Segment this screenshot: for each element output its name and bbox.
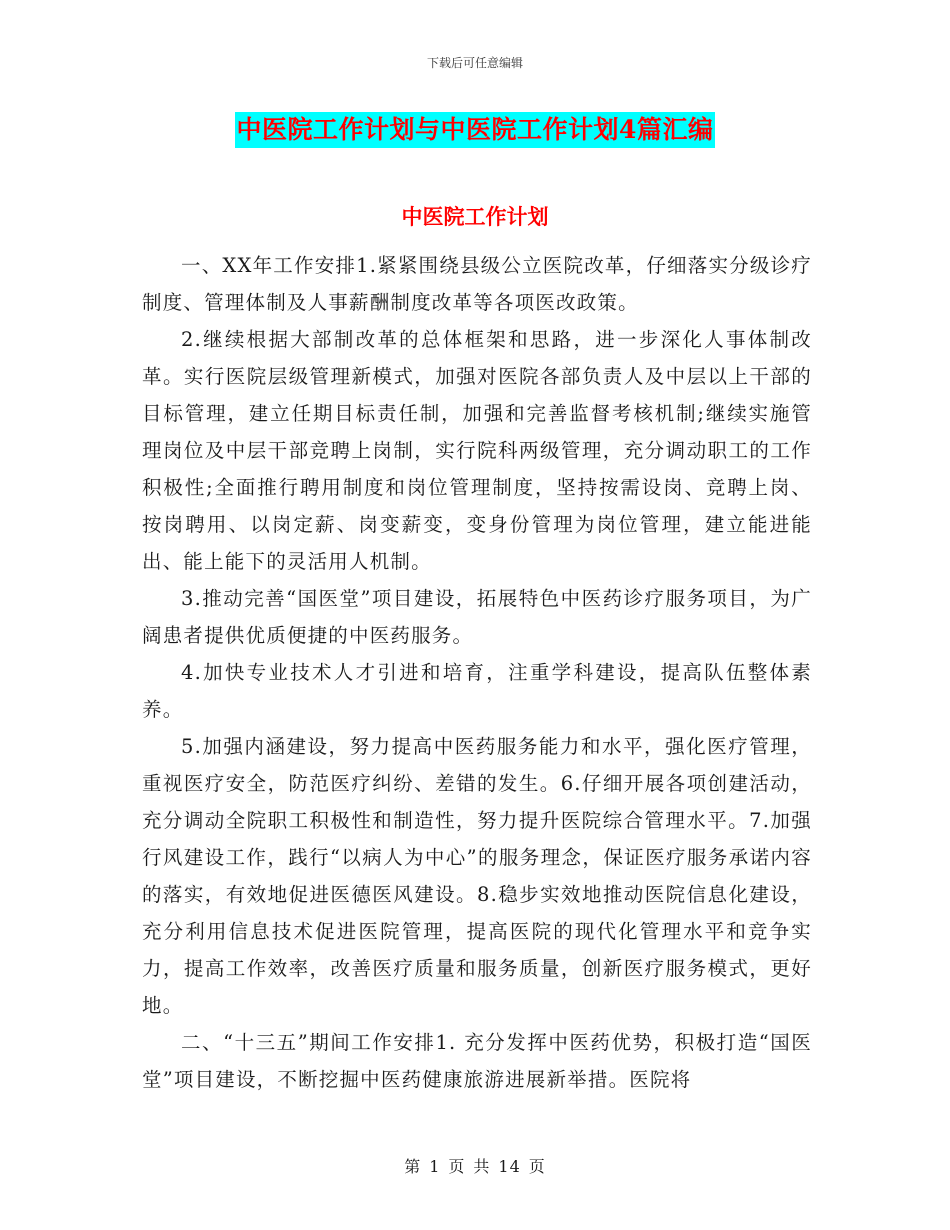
footer-page-mid: 页 [448, 1157, 466, 1176]
document-title: 中医院工作计划与中医院工作计划4篇汇编 [235, 112, 716, 148]
footer-total-suffix: 页 [528, 1157, 546, 1176]
paragraph-3: 3.推动完善“国医堂”项目建设，拓展特色中医药诊疗服务项目，为广阔患者提供优质便捷的中医药服务。 [142, 587, 812, 647]
paragraph-2: 2.继续根据大部制改革的总体框架和思路，进一步深化人事体制改革。实行医院层级管理新模式，加强对医院各部负责人及中层以上干部的目标管理，建立任期目标责任制，加强和完善监督考核机制;继续实施管理岗位及中层干部竞聘上岗制，实行院科两级管理，充分调动职工的工作积极性;全面推行聘用制度和岗位管理制度，坚持按需设岗、竞聘上岗、按岗聘用、以岗定薪、岗变薪变，变身份管理为岗位管理，建立能进能出、能上能下的灵活用人机制。 [142, 328, 812, 573]
page-header-note: 下载后可任意编辑 [426, 56, 523, 70]
footer-page-number: 1 [429, 1157, 441, 1176]
paragraph-1: 一、XX年工作安排1.紧紧围绕县级公立医院改革，仔细落实分级诊疗制度、管理体制及人事薪酬制度改革等各项医改政策。 [142, 254, 812, 314]
footer-page-prefix: 第 [404, 1157, 422, 1176]
paragraph-4: 4.加快专业技术人才引进和培育，注重学科建设，提高队伍整体素养。 [142, 661, 812, 721]
document-body [142, 247, 812, 1098]
paragraph-5: 5.加强内涵建设，努力提高中医药服务能力和水平，强化医疗管理，重视医疗安全，防范医疗纠纷、差错的发生。6.仔细开展各项创建活动，充分调动全院职工积极性和制造性，努力提升医院综合管理水平。7.加强行风建设工作，践行“以病人为中心”的服务理念，保证医疗服务承诺内容的落实，有效地促进医德医风建设。8.稳步实效地推动医院信息化建设，充分利用信息技术促进医院管理，提高医院的现代化管理水平和竞争实力，提高工作效率，改善医疗质量和服务质量，创新医疗服务模式，更好地。 [142, 735, 812, 1017]
section-title: 中医院工作计划 [401, 204, 549, 229]
page-footer [0, 1154, 950, 1177]
footer-total-prefix: 共 [473, 1157, 491, 1176]
paragraph-6: 二、“十三五”期间工作安排1. 充分发挥中医药优势，积极打造“国医堂”项目建设，不断挖掘中医药健康旅游进展新举措。医院将 [142, 1031, 812, 1091]
document-title-container [0, 112, 950, 148]
footer-total-pages: 14 [498, 1157, 521, 1176]
